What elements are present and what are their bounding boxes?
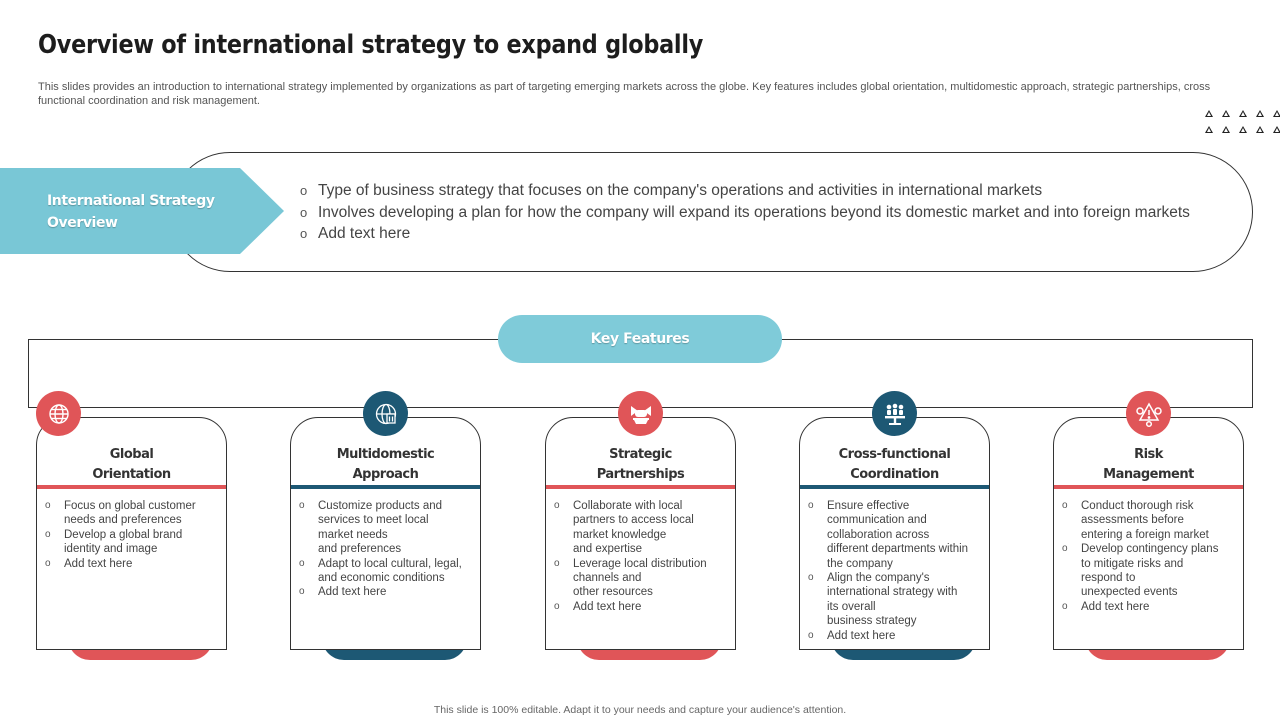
feature-card-item: o Add text here — [299, 586, 387, 599]
feature-card-item: o Focus on global customer needs and preferences — [45, 500, 196, 527]
feature-card-divider — [1054, 485, 1243, 489]
triangle-pattern-decoration — [1203, 108, 1279, 138]
feature-card-item: o Add text here — [554, 600, 642, 613]
feature-card-list — [554, 499, 734, 614]
feature-card-title: Strategic Partnerships — [596, 447, 685, 482]
feature-card-item: o Align the company's international strategy with its overall business strategy — [808, 572, 958, 628]
team-meeting-icon — [872, 391, 917, 436]
feature-card — [290, 417, 481, 650]
feature-card-divider — [800, 485, 989, 489]
risk-gears-icon — [1126, 391, 1171, 436]
overview-bullet: o Type of business strategy that focuses on the company's operations and activities in international markets — [300, 182, 1043, 199]
feature-card-item: o Add text here — [1062, 600, 1150, 613]
feature-card-item: o Ensure effective communication and collaboration across different departments within the company — [808, 500, 969, 570]
feature-card-list — [808, 499, 988, 643]
feature-card-item: o Add text here — [808, 629, 896, 642]
feature-card-item: o Collaborate with local partners to access local market knowledge and expertise — [554, 500, 694, 556]
feature-card-title: Multidomestic Approach — [336, 447, 435, 482]
feature-card-item: o Conduct thorough risk assessments before entering a foreign market — [1062, 500, 1209, 541]
globe-building-icon — [363, 391, 408, 436]
feature-card-item: o Leverage local distribution channels and other resources — [554, 557, 707, 599]
feature-card — [1053, 417, 1244, 650]
slide-subtitle: This slides provides an introduction to international strategy implemented by organizations as part of targeting emerging markets across the globe. Key features includes global orientation, multidomestic approach, strategic partnerships, cross functional coordination and risk management. — [38, 81, 1211, 107]
overview-label: International Strategy Overview — [47, 193, 215, 231]
feature-card-title: Cross-functional Coordination — [838, 447, 951, 482]
key-features-label: Key Features — [590, 331, 690, 347]
feature-card-list — [1062, 499, 1242, 614]
overview-bullet-list — [300, 180, 1240, 245]
feature-card-divider — [546, 485, 735, 489]
slide-title: Overview of international strategy to expand globally — [38, 30, 704, 60]
handshake-icon — [618, 391, 663, 436]
overview-bullet: o Involves developing a plan for how the company will expand its operations beyond its domestic market and into foreign markets — [300, 203, 1190, 221]
feature-card — [36, 417, 227, 650]
overview-bullet: o Add text here — [300, 225, 411, 242]
feature-card — [545, 417, 736, 650]
feature-card-divider — [37, 485, 226, 489]
feature-card-list — [45, 499, 225, 571]
feature-card-title: Global Orientation — [92, 447, 171, 482]
feature-card-item: o Develop contingency plans to mitigate risks and respond to unexpected events — [1062, 543, 1219, 599]
feature-card-item: o Develop a global brand identity and image — [45, 528, 183, 556]
feature-card-item: o Add text here — [45, 557, 133, 570]
globe-icon — [36, 391, 81, 436]
feature-card — [799, 417, 990, 650]
feature-card-list — [299, 499, 479, 600]
feature-card-item: o Adapt to local cultural, legal, and economic conditions — [299, 557, 462, 585]
feature-card-title: Risk Management — [1103, 447, 1194, 482]
feature-card-divider — [291, 485, 480, 489]
footer-note: This slide is 100% editable. Adapt it to your needs and capture your audience's attention. — [433, 704, 847, 716]
feature-card-item: o Customize products and services to meet local market needs and preferences — [299, 500, 443, 556]
